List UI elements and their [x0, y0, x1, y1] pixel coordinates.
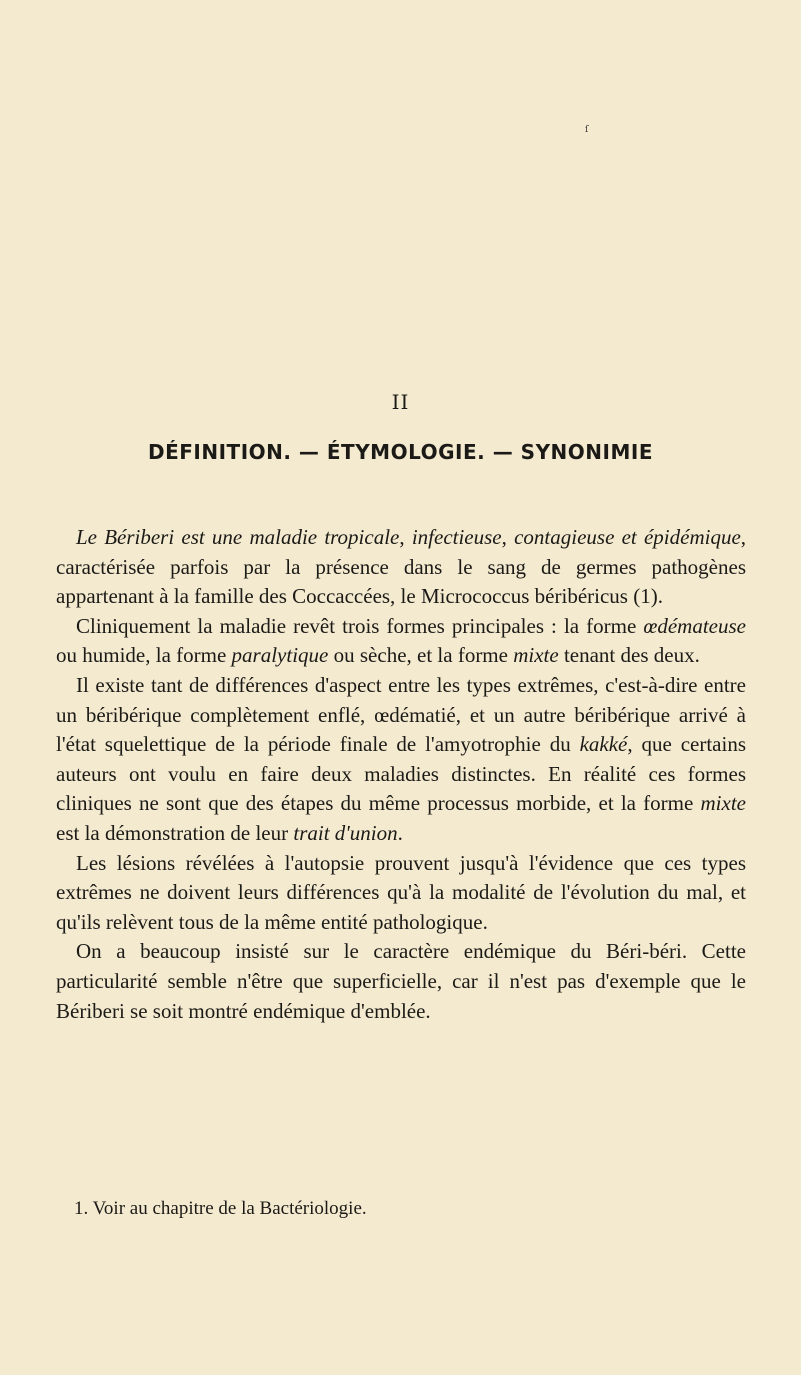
text-run: Il existe tant de différences d'aspect entre les types extrêmes, c'est-à-dire entre un béribérique complètement enflé, œdématié, et un autre béribérique arrivé à l'état squelettique de la période finale de l'amyotrophie du	[56, 672, 746, 757]
italic-text: kakké	[579, 732, 628, 757]
printer-mark: ſ	[585, 125, 589, 135]
italic-text: œdémateuse	[643, 613, 746, 638]
italic-text: trait d'union	[293, 820, 398, 845]
italic-text: mixte	[513, 643, 559, 668]
paragraph-lesions: Les lésions révélées à l'autopsie prouvent jusqu'à l'évidence que ces types extrêmes ne doivent leurs différences qu'à la modalité de l'évolution du mal, et qu'ils relèvent tous de la même entité pathologique.	[56, 850, 746, 934]
text-run: tenant des deux.	[558, 643, 700, 668]
paragraph-endemic: On a beaucoup insisté sur le caractère endémique du Béri-béri. Cette particularité semble n'être que superficielle, car il n'est pas d'exemple que le Bériberi se soit montré endémique d'emblée.	[56, 939, 746, 1023]
text-run: ,	[501, 525, 515, 549]
text-run: ,	[399, 525, 412, 549]
italic-text: contagieuse et épidémique	[514, 525, 741, 549]
italic-text: Le Bériberi est une maladie tropicale	[76, 525, 400, 549]
body-text	[56, 523, 746, 1026]
text-run: est la démonstration de leur	[56, 820, 294, 845]
text-run: ou humide, la forme	[56, 643, 232, 668]
chapter-heading: DÉFINITION. — ÉTYMOLOGIE. — SYNONIMIE	[148, 440, 653, 464]
paragraph-differences	[56, 671, 746, 849]
text-run: , que certains auteurs ont voulu en faire deux maladies distinctes. En réalité ces formes cliniques ne sont que des étapes du même processus morbide, et la forme	[56, 732, 746, 816]
footnote: 1. Voir au chapitre de la Bactériologie.	[74, 1198, 367, 1219]
paragraph-definition	[56, 523, 746, 612]
text-run: , caractérisée parfois par la présence dans le sang de germes pathogènes appartenant à la famille des Coccaccées, le Micrococcus béribéricus (1).	[56, 525, 747, 609]
italic-text: paralytique	[231, 643, 329, 668]
text-run: Cliniquement la maladie revêt trois formes principales : la forme	[76, 613, 644, 638]
text-run: ou sèche, et la forme	[328, 643, 514, 668]
paragraph-forms	[56, 612, 746, 671]
italic-text: mixte	[700, 791, 746, 816]
italic-text: infectieuse	[411, 525, 502, 549]
section-number: II	[391, 390, 410, 414]
text-run: .	[397, 820, 403, 845]
